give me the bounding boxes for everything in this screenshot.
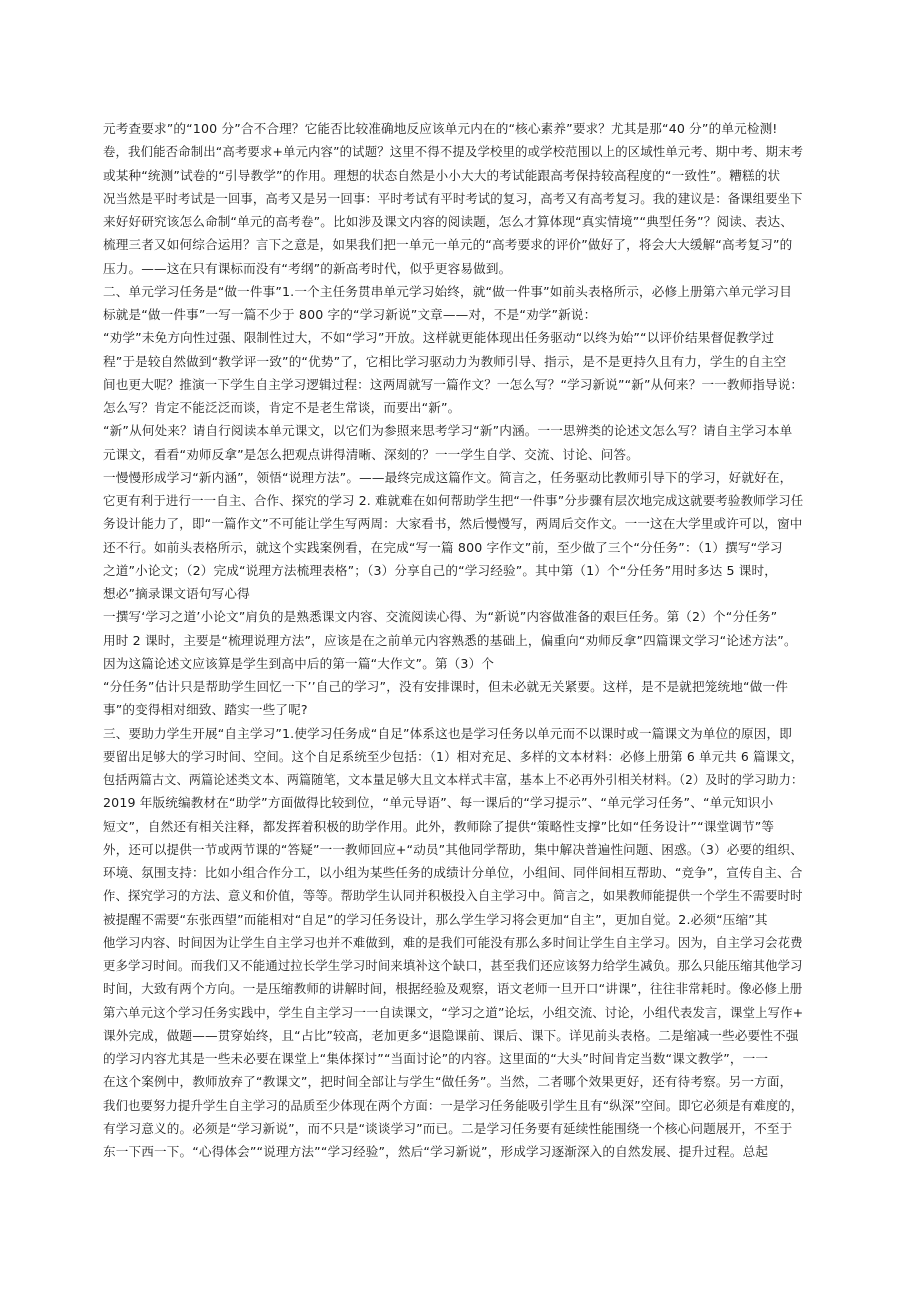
text-line: 包括两篇古文、两篇论述类文本、两篇随笔，文本量足够大且文本样式丰富，基本上不必再外引相关材料。（2）及时的学习助力： (103, 772, 804, 787)
text-line: 程”于是较自然做到“教学评一致”的“优势”了，它相比学习驱动力为教师引导、指示，是不是更持久且有力，学生的自主空 (103, 353, 787, 369)
text-line: 压力。——这在只有课标而没有“考纲”的新高考时代，似乎更容易做到。 (103, 260, 512, 276)
text-line: 2019 年版统编教材在“助学”方面做得比较到位，“单元导语”、每一课后的“学习提示”、“单元学习任务”、“单元知识小 (103, 795, 774, 811)
text-line: 我们也要努力提升学生自主学习的品质至少体现在两个方面：一是学习任务能吸引学生且有“纵深”空间。即它必须是有难度的， (103, 1097, 804, 1113)
text-line: 务设计能力了，即“一篇作文”不可能让学生写两周：大家看书，然后慢慢写，两周后交作文。一一这在大学里或许可以，窗中 (103, 516, 803, 532)
text-line: “劝学”未免方向性过强、限制性过大，不如“学习”开放。这样就更能体现出任务驱动“以终为始”“以评价结果督促教学过 (103, 330, 775, 346)
text-line: 第六单元这个学习任务实践中，学生自主学习一一自读课文，“学习之道”论坛，小组交流、讨论，小组代表发言，课堂上写作+ (103, 1004, 804, 1020)
text-line: 二、单元学习任务是“做一件事”1.一个主任务贯串单元学习始终，就“做一件事”如前头表格所示，必修上册第六单元学习目 (103, 283, 792, 299)
text-line: 有学习意义的。必须是“学习新说”，而不只是“谈谈学习”而已。二是学习任务要有延续性能围绕一个核心问题展开，不至于 (103, 1120, 793, 1136)
text-line: 环境、氛围支持：比如小组合作分工，以小组为某些任务的成绩计分单位，小组间、同伴间相互帮助、“竞争”，宣传自主、合 (103, 865, 803, 880)
text-line: 更多学习时间。而我们又不能通过拉长学生学习时间来填补这个缺口，甚至我们还应该努力给学生减负。那么只能压缩其他学习 (103, 958, 803, 973)
text-line: 或某种“统测”试卷的“引导教学”的作用。理想的状态自然是小小大大的考试能跟高考保持较高程度的“一致性”。糟糕的状 (103, 167, 781, 183)
text-line: 况当然是平时考试是一回事，高考又是另一回事：平时考试有平时考试的复习，高考又有高考复习。我的建议是：备课组要坐下 (103, 190, 803, 206)
text-line: 间也更大呢？推演一下学生自主学习逻辑过程：这两周就写一篇作文？一怎么写？“学习新说”“新”从何来？一一教师指导说： (103, 376, 804, 392)
text-line: 在这个案例中，教师放弃了“教课文”，把时间全部让与学生“做任务”。当然，二者哪个效果更好，还有待考察。另一方面， (103, 1074, 793, 1090)
text-line: “分任务”估计只是帮助学生回忆一下’’自己的学习”，没有安排课时，但未必就无关紧要。这样，是不是就把笼统地“做一件 (103, 679, 788, 694)
text-line: 一撰写‘学习之道’小论文”肩负的是熟悉课文内容、交流阅读心得、为“新说”内容做准备的艰巨任务。第（2）个“分任务” (103, 609, 778, 625)
text-line: 怎么写？肯定不能泛泛而谈，肯定不是老生常谈，而要出“新”。 (103, 400, 461, 415)
text-line: 时间，大致有两个方向。一是压缩教师的讲解时间，根据经验及观察，语文老师一旦开口“讲课”，往往非常耗时。像必修上册 (103, 981, 803, 997)
text-line: 因为这篇论述文应该算是学生到高中后的第一篇“大作文”。第（3）个 (103, 655, 495, 671)
text-line: 来好好研究该怎么命制“单元的高考卷”。比如涉及课文内容的阅读题，怎么才算体现“真实情境”“典型任务”？阅读、表达、 (103, 214, 793, 229)
text-line: 用时 2 课时，主要是“梳理说理方法”，应该是在之前单元内容熟悉的基础上，偏重向“劝师反拿”四篇课文学习“论述方法”。 (103, 632, 797, 648)
text-line: 还不行。如前头表格所示，就这个实践案例看，在完成“写一篇 800 字作文”前，至少做了三个“分任务”：（1）撰写“学习 (103, 539, 783, 555)
text-line: 一慢慢形成学习“新内涵”，领悟“说理方法”。——最终完成这篇作文。简言之，任务驱动比教师引导下的学习，好就好在， (103, 469, 793, 485)
text-line: 短文”，自然还有相关注释，都发挥着积极的助学作用。此外，教师除了提供“策略性支撑”比如“任务设计”“课堂调节”等 (103, 818, 775, 834)
text-line: 外，还可以提供一节或两节课的“答疑”一一教师回应+“动员”其他同学帮助，集中解决普遍性问题、困惑。（3）必要的组织、 (103, 841, 803, 857)
text-line: 事”的变得相对细致、踏实一些了呢? (103, 702, 308, 718)
text-line: 卷，我们能否命制出“高考要求+单元内容”的试题？这里不得不提及学校里的或学校范围以上的区域性单元考、期中考、期末考 (103, 144, 804, 160)
text-line: 他学习内容、时间因为让学生自主学习也并不难做到，难的是我们可能没有那么多时间让学生自主学习。因为，自主学习会花费 (103, 934, 803, 950)
text-line: 元考查要求”的“100 分”合不合理？它能否比较准确地反应该单元内在的“核心素养”要求？尤其是那“40 分”的单元检测! (103, 121, 778, 136)
text-line: 课外完成，做题——贯穿始终，且“占比”较高，老加更多“退隐课前、课后、课下。详见前头表格。二是缩减一些必要性不强 (103, 1027, 799, 1043)
text-line: 三、要助力学生开展“自主学习”1.使学习任务成“自足”体系这也是学习任务以单元而不以课时或一篇课文为单位的原因，即 (103, 725, 792, 741)
text-line: “新”从何处来？请自行阅读本单元课文，以它们为参照来思考学习“新”内涵。一一思辨类的论述文怎么写？请自主学习本单 (103, 423, 793, 439)
text-line: 的学习内容尤其是一些未必要在课堂上“集体探讨”“当面讨论”的内容。这里面的“大头”时间肯定当数“课文教学”，一一 (103, 1051, 769, 1066)
text-line: 之道”小论文；（2）完成“说理方法梳理表格”；（3）分享自己的“学习经验”。其中第（1）个“分任务”用时多达 5 课时， (103, 562, 778, 578)
text-line: 被提醒不需要“东张西望”而能相对“自足”的学习任务设计，那么学生学习将会更加“自主”，更加自觉。2.必须“压缩”其 (103, 911, 768, 927)
body-text (103, 117, 804, 1163)
text-line: 元课文，看看“劝师反拿”是怎么把观点讲得清晰、深刻的？一一学生自学、交流、讨论、问答。 (103, 446, 639, 462)
text-line: 东一下西一下。“心得体会”“说理方法”“学习经验”，然后“学习新说”，形成学习逐渐深入的自然发展、提升过程。总起 (103, 1144, 769, 1159)
text-line: 要留出足够大的学习时间、空间。这个自足系统至少包括：（1）相对充足、多样的文本材料：必修上册第 6 单元共 6 篇课文， (103, 748, 804, 764)
text-line: 想必”摘录课文语句写心得 (103, 586, 250, 601)
text-line: 它更有利于进行一一自主、合作、探究的学习 2. 难就难在如何帮助学生把“一件事”分步骤有层次地完成这就要考验教师学习任 (103, 493, 804, 508)
text-line: 梳理三者又如何综合运用？言下之意是，如果我们把一单元一单元的“高考要求的评价”做好了，将会大大缓解“高考复习”的 (103, 237, 793, 253)
text-line: 作、探究学习的方法、意义和价值，等等。帮助学生认同并积极投入自主学习中。简言之，如果教师能提供一个学生不需要时时 (103, 888, 803, 904)
text-line: 标就是“做一件事”一写一篇不少于 800 字的“学习新说”文章——对，不是“劝学”新说： (103, 307, 597, 322)
